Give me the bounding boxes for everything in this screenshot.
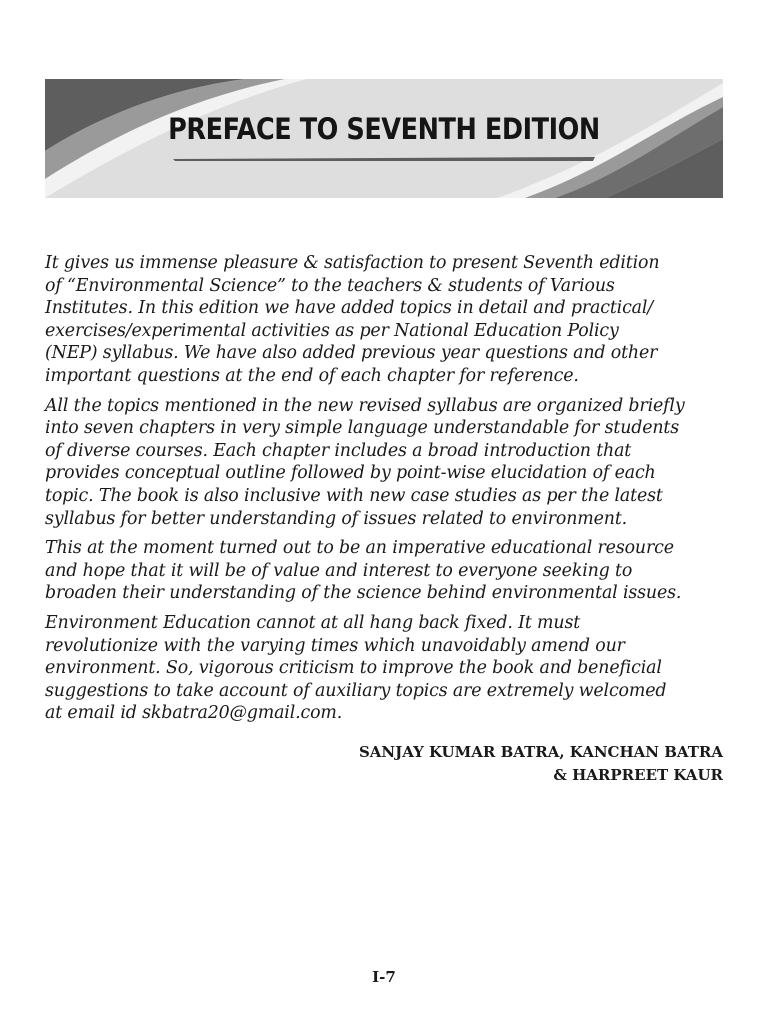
paragraph: [45, 395, 725, 531]
text-line: important questions at the end of each chapter for reference.: [45, 365, 579, 386]
title-underline: [173, 157, 595, 161]
text-line: revolutionize with the varying times which unavoidably amend our: [45, 635, 625, 656]
text-line: at email id skbatra20@gmail.com.: [45, 703, 343, 724]
text-line: environment. So, vigorous criticism to improve the book and beneficial: [45, 658, 662, 679]
author-line: SANJAY KUMAR BATRA, KANCHAN BATRA: [358, 743, 723, 761]
text-line: Environment Education cannot at all hang back fixed. It must: [45, 612, 581, 633]
text-line: syllabus for better understanding of issues related to environment.: [45, 508, 628, 529]
author-line: & HARPREET KAUR: [553, 765, 723, 784]
paragraph: [45, 612, 725, 725]
text-line: topic. The book is also inclusive with new case studies as per the latest: [45, 485, 663, 506]
text-line: of diverse courses. Each chapter includes a broad introduction that: [45, 440, 632, 461]
text-line: and hope that it will be of value and interest to everyone seeking to: [45, 560, 633, 581]
text-line: of “Environmental Science” to the teachers & students of Various: [45, 275, 615, 296]
text-line: It gives us immense pleasure & satisfaction to present Seventh edition: [45, 253, 660, 273]
text-line: suggestions to take account of auxiliary topics are extremely welcomed: [45, 680, 667, 701]
preface-body: [45, 252, 725, 732]
page-number: I-7: [372, 968, 396, 986]
author-signature: [359, 741, 723, 786]
text-line: exercises/experimental activities as per National Education Policy: [45, 320, 619, 341]
text-line: Institutes. In this edition we have added topics in detail and practical/: [45, 298, 654, 319]
text-line: This at the moment turned out to be an imperative educational resource: [45, 538, 674, 559]
page-title: PREFACE TO SEVENTH EDITION: [168, 112, 600, 146]
paragraph: [45, 537, 725, 605]
text-line: broaden their understanding of the science behind environmental issues.: [45, 583, 682, 604]
paragraph: [45, 252, 725, 388]
text-line: (NEP) syllabus. We have also added previous year questions and other: [45, 343, 658, 364]
text-line: All the topics mentioned in the new revised syllabus are organized briefly: [45, 395, 685, 416]
title-banner: [45, 79, 723, 198]
text-line: provides conceptual outline followed by point-wise elucidation of each: [45, 463, 656, 484]
text-line: into seven chapters in very simple language understandable for students: [45, 418, 680, 439]
